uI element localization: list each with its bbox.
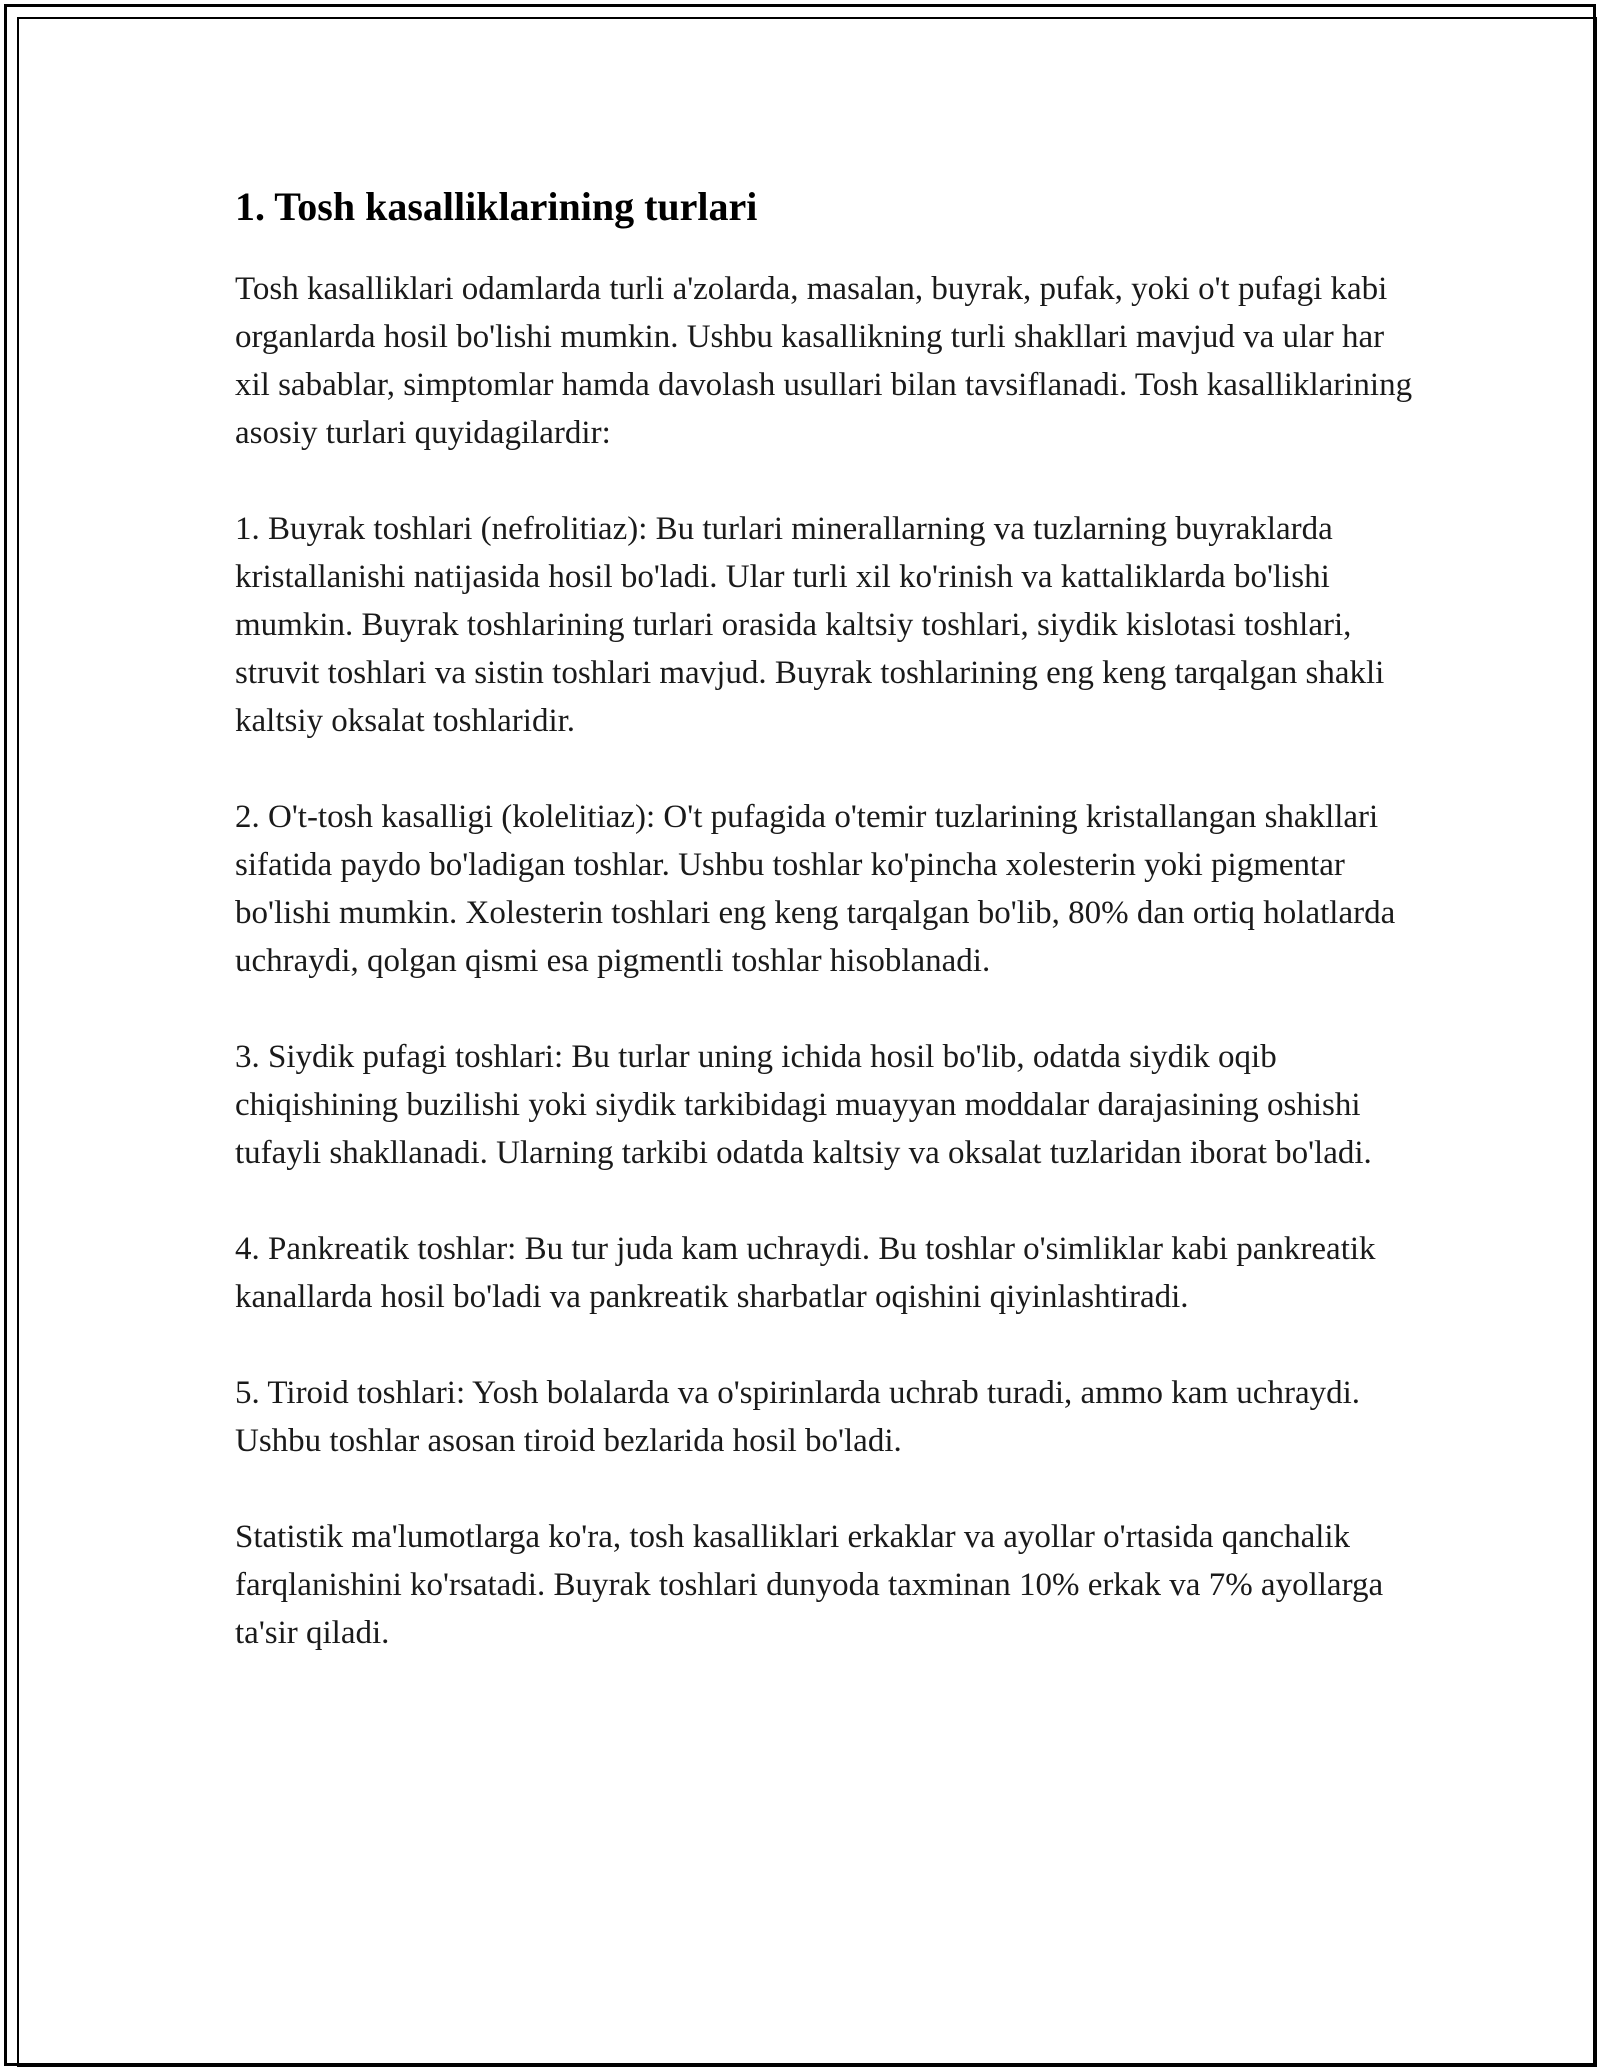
gallstones-paragraph: 2. O't-tosh kasalligi (kolelitiaz): O't pufagida o'temir tuzlarining kristallangan shakllari sifatida paydo bo'ladigan toshlar. Ushbu toshlar ko'pincha xolesterin yoki pigmentar bo'lishi mumkin. Xolesterin toshlari eng keng tarqalgan bo'lib, 80% dan ortiq holatlarda uchraydi, qolgan qismi esa pigmentli toshlar hisoblanadi.: [235, 799, 1396, 979]
section-heading: 1. Tosh kasalliklarining turlari: [235, 184, 758, 229]
thyroid-stones-paragraph: 5. Tiroid toshlari: Yosh bolalarda va o'spirinlarda uchrab turadi, ammo kam uchraydi. Ushbu toshlar asosan tiroid bezlarida hosil bo'ladi.: [235, 1375, 1361, 1459]
bladder-stones-paragraph: 3. Siydik pufagi toshlari: Bu turlar uning ichida hosil bo'lib, odatda siydik oqib chiqishining buzilishi yoki siydik tarkibidagi muayyan moddalar darajasining oshishi tufayli shakllanadi. Ularning tarkibi odatda kaltsiy va oksalat tuzlaridan iborat bo'ladi.: [235, 1039, 1372, 1171]
kidney-stones-paragraph: 1. Buyrak toshlari (nefrolitiaz): Bu turlari minerallarning va tuzlarning buyraklarda kristallanishi natijasida hosil bo'ladi. Ular turli xil ko'rinish va kattaliklarda bo'lishi mumkin. Buyrak toshlarining turlari orasida kaltsiy toshlari, siydik kislotasi toshlari, struvit toshlari va sistin toshlari mavjud. Buyrak toshlarining eng keng tarqalgan shakli kaltsiy oksalat toshlaridir.: [235, 511, 1385, 739]
document-body: [235, 183, 1415, 1657]
pancreatic-stones-paragraph: 4. Pankreatik toshlar: Bu tur juda kam uchraydi. Bu toshlar o'simliklar kabi pankreatik kanallarda hosil bo'ladi va pankreatik sharbatlar oqishini qiyinlashtiradi.: [235, 1231, 1376, 1315]
intro-paragraph: Tosh kasalliklari odamlarda turli a'zolarda, masalan, buyrak, pufak, yoki o't pufagi kabi organlarda hosil bo'lishi mumkin. Ushbu kasallikning turli shakllari mavjud va ular har xil sabablar, simptomlar hamda davolash usullari bilan tavsiflanadi. Tosh kasalliklarining asosiy turlari quyidagilardir:: [235, 271, 1413, 451]
statistics-paragraph: Statistik ma'lumotlarga ko'ra, tosh kasalliklari erkaklar va ayollar o'rtasida qanchalik farqlanishini ko'rsatadi. Buyrak toshlari dunyoda taxminan 10% erkak va 7% ayollarga ta'sir qiladi.: [235, 1519, 1384, 1651]
